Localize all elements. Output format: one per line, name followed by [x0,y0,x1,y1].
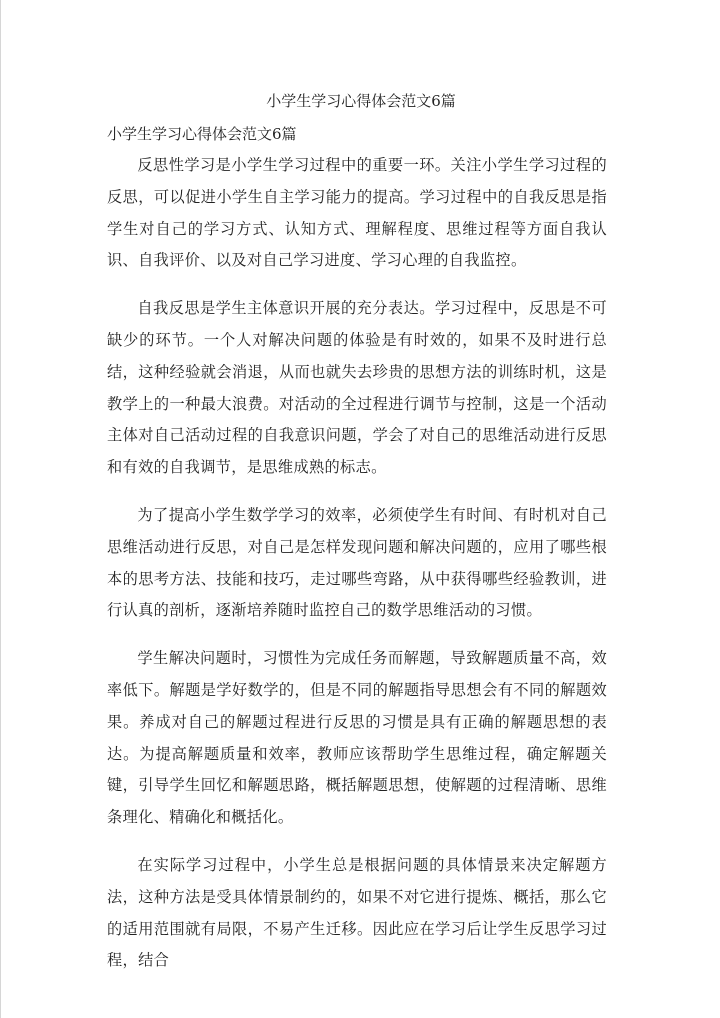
document-body [107,150,607,993]
paragraph-5: 在实际学习过程中，小学生总是根据问题的具体情景来决定解题方法，这种方法是受具体情景制约的，如果不对它进行提炼、概括，那么它的适用范围就有局限，不易产生迁移。因此应在学习后让学生反思学习过程，结合 [107,855,607,970]
paragraph-3: 为了提高小学生数学学习的效率，必须使学生有时间、有时机对自己思维活动进行反思，对自己是怎样发现问题和解决问题的，应用了哪些根本的思考方法、技能和技巧，走过哪些弯路，从中获得哪些经验教训，进行认真的剖析，逐渐培养随时监控自己的数学思维活动的习惯。 [107,505,607,620]
document-subtitle: 小学生学习心得体会范文6篇 [107,125,297,143]
paragraph-2: 自我反思是学生主体意识开展的充分表达。学习过程中，反思是不可缺少的环节。一个人对解决问题的体验是有时效的，如果不及时进行总结，这种经验就会消退，从而也就失去珍贵的思想方法的训练时机，这是教学上的一种最大浪费。对活动的全过程进行调节与控制，这是一个活动主体对自己活动过程的自我意识问题，学会了对自己的思维活动进行反思和有效的自我调节，是思维成熟的标志。 [107,299,607,477]
paragraph-1: 反思性学习是小学生学习过程中的重要一环。关注小学生学习过程的反思，可以促进小学生自主学习能力的提高。学习过程中的自我反思是指学生对自己的学习方式、认知方式、理解程度、思维过程等方面自我认识、自我评价、以及对自己学习进度、学习心理的自我监控。 [107,156,607,270]
paragraph-4: 学生解决问题时，习惯性为完成任务而解题，导致解题质量不高，效率低下。解题是学好数学的，但是不同的解题指导思想会有不同的解题效果。养成对自己的解题过程进行反思的习惯是具有正确的解题思想的表达。为提高解题质量和效率，教师应该帮助学生思维过程，确定解题关键，引导学生回忆和解题思路，概括解题思想，使解题的过程清晰、思维条理化、精确化和概括化。 [107,649,607,827]
document-title: 小学生学习心得体会范文6篇 [266,92,456,110]
